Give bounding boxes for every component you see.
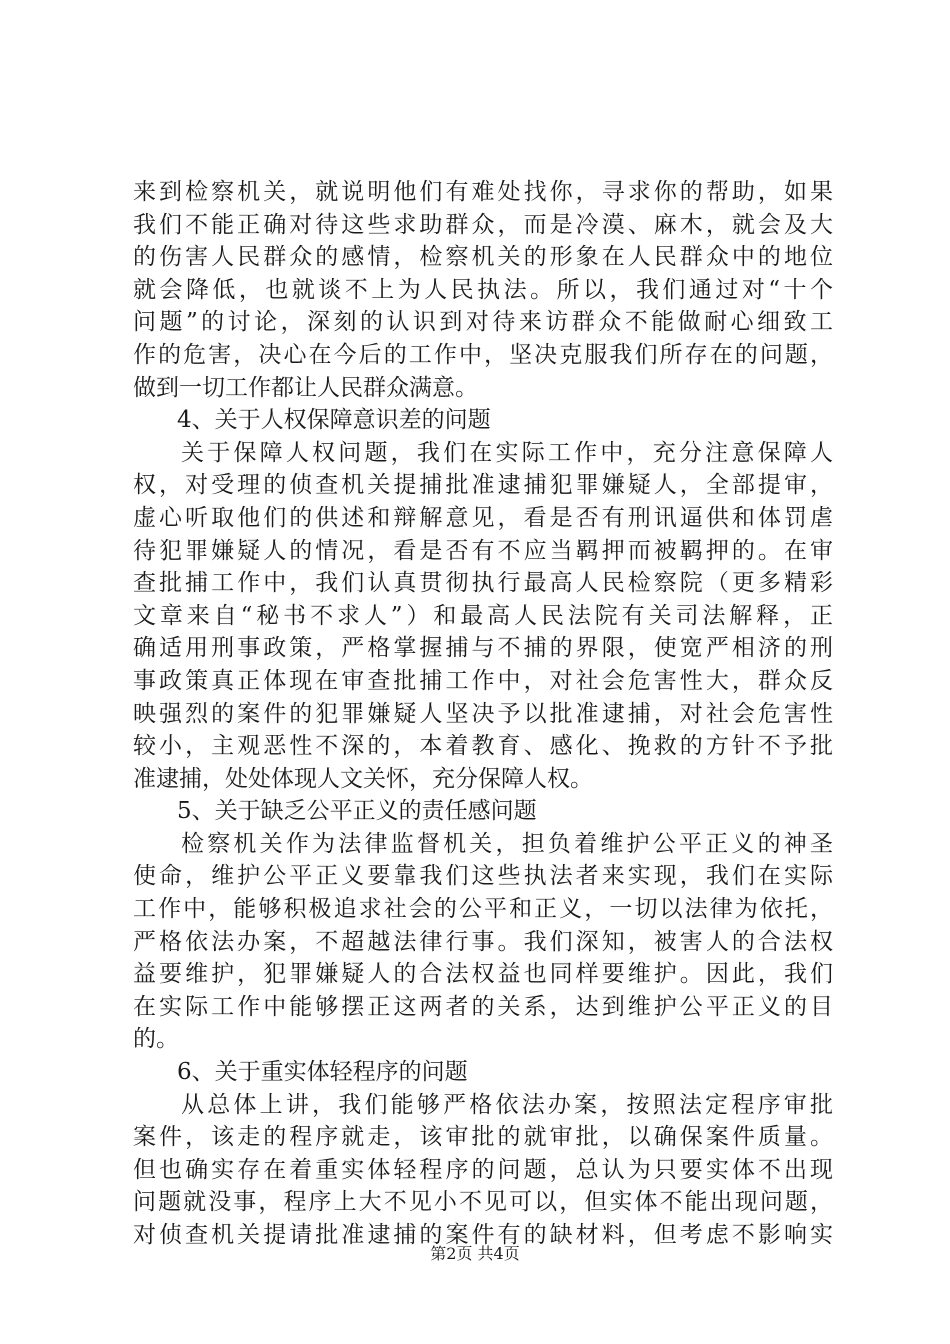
text-line: 在实际工作中能够摆正这两者的关系，达到维护公平正义的目 xyxy=(133,993,833,1020)
text-line: 来到检察机关，就说明他们有难处找你，寻求你的帮助，如果 xyxy=(133,179,833,205)
text-line: 问题”的讨论，深刻的认识到对待来访群众不能做耐心细致工 xyxy=(133,309,833,336)
text-line: 待犯罪嫌疑人的情况，看是否有不应当羁押而被羁押的。在审 xyxy=(133,537,833,564)
text-line: 做到一切工作都让人民群众满意。 xyxy=(133,374,478,401)
text-line: 确适用刑事政策，严格掌握捕与不捕的界限，使宽严相济的刑 xyxy=(133,635,833,662)
text-line: 关于保障人权问题，我们在实际工作中，充分注意保障人 xyxy=(181,439,833,466)
text-line: 文章来自“秘书不求人”）和最高人民法院有关司法解释，正 xyxy=(133,602,833,629)
text-line: 问题就没事，程序上大不见小不见可以，但实体不能出现问题， xyxy=(133,1189,833,1216)
text-line: 准逮捕，处处体现人文关怀，充分保障人权。 xyxy=(133,765,593,792)
document-body xyxy=(133,176,833,1252)
text-line: 但也确实存在着重实体轻程序的问题，总认为只要实体不出现 xyxy=(133,1156,833,1183)
text-line: 对侦查机关提请批准逮捕的案件有的缺材料，但考虑不影响实 xyxy=(133,1222,833,1248)
section-heading: 4、关于人权保障意识差的问题 xyxy=(177,407,491,434)
section-heading: 6、关于重实体轻程序的问题 xyxy=(177,1059,468,1086)
page-footer: 第2页 共4页 xyxy=(430,1244,520,1263)
text-line: 就会降低，也就谈不上为人民执法。所以，我们通过对“十个 xyxy=(133,276,833,303)
text-line: 检察机关作为法律监督机关，担负着维护公平正义的神圣 xyxy=(181,830,833,857)
text-line: 益要维护，犯罪嫌疑人的合法权益也同样要维护。因此，我们 xyxy=(133,961,833,988)
section-heading: 5、关于缺乏公平正义的责任感问题 xyxy=(177,798,537,825)
text-line: 查批捕工作中，我们认真贯彻执行最高人民检察院（更多精彩 xyxy=(133,570,833,597)
text-line: 较小，主观恶性不深的，本着教育、感化、挽救的方针不予批 xyxy=(133,733,833,760)
text-line: 案件，该走的程序就走，该审批的就审批，以确保案件质量。 xyxy=(133,1124,833,1151)
text-line: 工作中，能够积极追求社会的公平和正义，一切以法律为依托， xyxy=(133,896,833,923)
text-line: 事政策真正体现在审查批捕工作中，对社会危害性大，群众反 xyxy=(133,667,833,694)
text-line: 权，对受理的侦查机关提捕批准逮捕犯罪嫌疑人，全部提审， xyxy=(133,472,833,499)
text-line: 使命，维护公平正义要靠我们这些执法者来实现，我们在实际 xyxy=(133,863,833,890)
text-line: 严格依法办案，不超越法律行事。我们深知，被害人的合法权 xyxy=(133,928,833,955)
text-line: 作的危害，决心在今后的工作中，坚决克服我们所存在的问题， xyxy=(133,341,833,368)
text-line: 从总体上讲，我们能够严格依法办案，按照法定程序审批 xyxy=(181,1091,833,1118)
text-line: 映强烈的案件的犯罪嫌疑人坚决予以批准逮捕，对社会危害性 xyxy=(133,700,833,727)
text-line: 虚心听取他们的供述和辩解意见，看是否有刑讯逼供和体罚虐 xyxy=(133,504,833,531)
text-line: 我们不能正确对待这些求助群众，而是冷漠、麻木，就会及大 xyxy=(133,211,833,238)
text-line: 的伤害人民群众的感情，检察机关的形象在人民群众中的地位 xyxy=(133,244,833,271)
text-line: 的。 xyxy=(133,1026,179,1053)
